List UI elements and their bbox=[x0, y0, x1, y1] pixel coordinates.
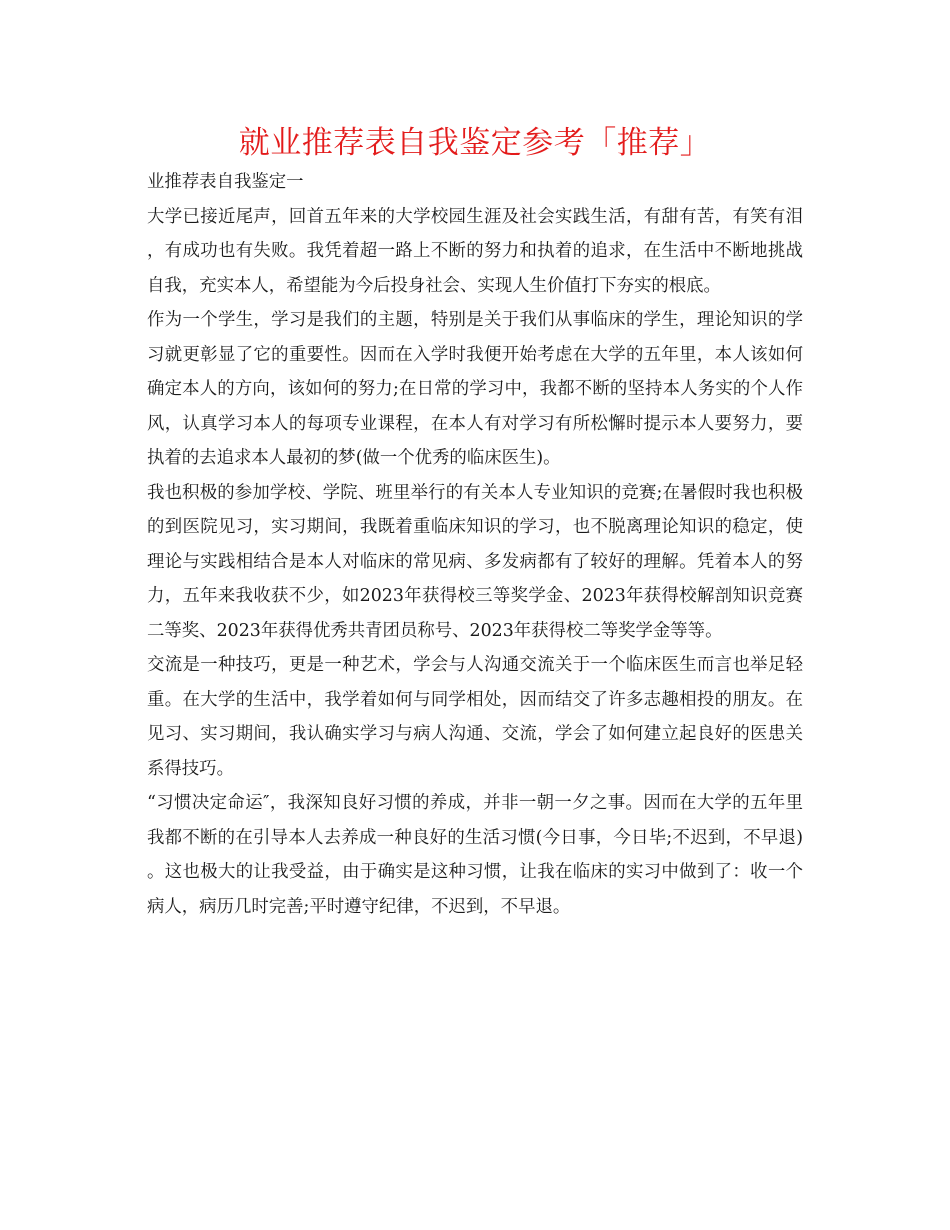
paragraph-practice: 我也积极的参加学校、学院、班里举行的有关本人专业知识的竞赛;在暑假时我也积极的到医院见习，实习期间，我既着重临床知识的学习，也不脱离理论知识的稳定，使理论与实践相结合是本人对临床的常见病、多发病都有了较好的理解。凭着本人的努力，五年来我收获不少，如2023年获得校三等奖学金、2023年获得校解剖知识竞赛二等奖、2023年获得优秀共青团员称号、2023年获得校二等奖学金等等。 bbox=[147, 482, 803, 641]
document-body bbox=[147, 165, 803, 924]
document-title: 就业推荐表自我鉴定参考「推荐」 bbox=[238, 125, 712, 161]
paragraph-study: 作为一个学生，学习是我们的主题，特别是关于我们从事临床的学生，理论知识的学习就更彰显了它的重要性。因而在入学时我便开始考虑在大学的五年里，本人该如何确定本人的方向，该如何的努力;在日常的学习中，我都不断的坚持本人务实的个人作风，认真学习本人的每项专业课程，在本人有对学习有所松懈时提示本人要努力，要执着的去追求本人最初的梦(做一个优秀的临床医生)。 bbox=[147, 310, 803, 468]
section-heading: 业推荐表自我鉴定一 bbox=[147, 172, 304, 192]
paragraph-intro: 大学已接近尾声，回首五年来的大学校园生涯及社会实践生活，有甜有苦，有笑有泪，有成功也有失败。我凭着超一路上不断的努力和执着的追求，在生活中不断地挑战自我，充实本人，希望能为今后投身社会、实现人生价值打下夯实的根底。 bbox=[147, 206, 803, 296]
paragraph-communication: 交流是一种技巧，更是一种艺术，学会与人沟通交流关于一个临床医生而言也举足轻重。在大学的生活中，我学着如何与同学相处，因而结交了许多志趣相投的朋友。在见习、实习期间，我认确实学习与病人沟通、交流，学会了如何建立起良好的医患关系得技巧。 bbox=[147, 655, 803, 779]
paragraph-habits: “习惯决定命运″，我深知良好习惯的养成，并非一朝一夕之事。因而在大学的五年里我都不断的在引导本人去养成一种良好的生活习惯(今日事，今日毕;不迟到，不早退)。这也极大的让我受益，由于确实是这种习惯，让我在临床的实习中做到了：收一个病人，病历几时完善;平时遵守纪律，不迟到，不早退。 bbox=[147, 793, 803, 917]
